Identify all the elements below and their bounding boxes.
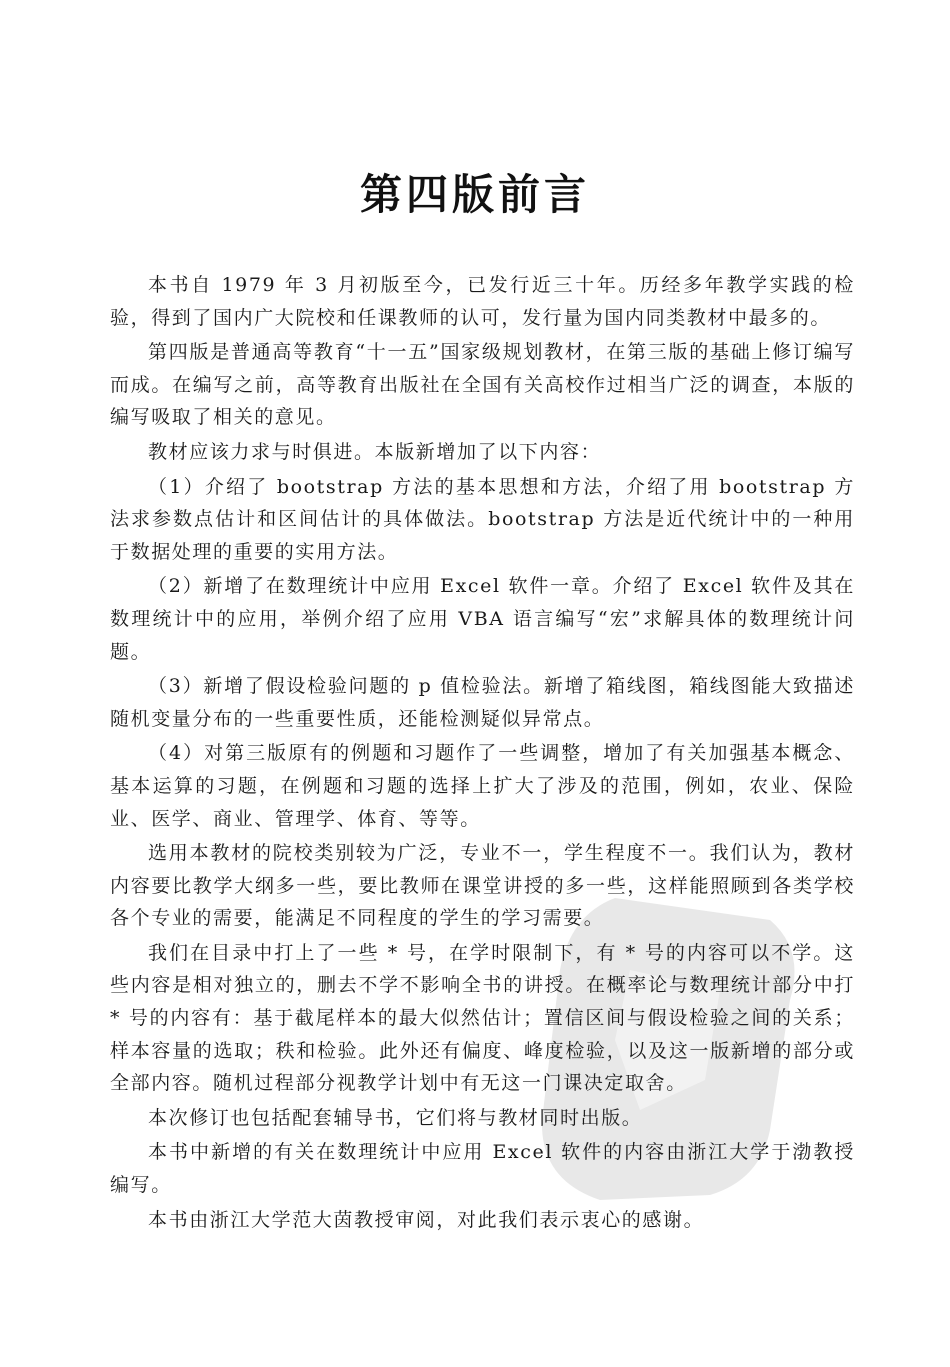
paragraph-excel-author: 本书中新增的有关在数理统计中应用 Excel 软件的内容由浙江大学于渤教授编写。 xyxy=(110,1141,855,1197)
preface-body xyxy=(110,269,855,1238)
paragraph-item-exercises: （4）对第三版原有的例题和习题作了一些调整，增加了有关加强基本概念、基本运算的习题，在例题和习题的选择上扩大了涉及的范围，例如，农业、保险业、医学、商业、管理学、体育、等等。 xyxy=(110,742,855,830)
paragraph-companion-book: 本次修订也包括配套辅导书，它们将与教材同时出版。 xyxy=(148,1106,643,1129)
paragraph-audience: 选用本教材的院校类别较为广泛，专业不一，学生程度不一。我们认为，教材内容要比教学大纲多一些，要比教师在课堂讲授的多一些，这样能照顾到各类学校各个专业的需要，能满足不同程度的学生的学习需要。 xyxy=(110,842,855,930)
paragraph-history: 本书自 1979 年 3 月初版至今，已发行近三十年。历经多年教学实践的检验，得到了国内广大院校和任课教师的认可，发行量为国内同类教材中最多的。 xyxy=(110,274,855,329)
page-title: 第四版前言 xyxy=(359,170,590,219)
paragraph-starred-content: 我们在目录中打上了一些 * 号，在学时限制下，有 * 号的内容可以不学。这些内容是相对独立的，删去不学不影响全书的讲授。在概率论与数理统计部分中打 * 号的内容有：基于截尾样本的最大似然估计；置信区间与假设检验之间的关系；样本容量的选取；秩和检验。此外还有偏度、峰度检验，以及这一版新增的部分或全部内容。随机过程部分视教学计划中有无这一门课决定取舍。 xyxy=(110,941,855,1095)
paragraph-fourth-edition: 第四版是普通高等教育“十一五”国家级规划教材，在第三版的基础上修订编写而成。在编写之前，高等教育出版社在全国有关高校作过相当广泛的调查，本版的编写吸取了相关的意见。 xyxy=(110,341,855,429)
paragraph-item-p-value: （3）新增了假设检验问题的 p 值检验法。新增了箱线图，箱线图能大致描述随机变量分布的一些重要性质，还能检测疑似异常点。 xyxy=(110,675,855,730)
paragraph-item-excel: （2）新增了在数理统计中应用 Excel 软件一章。介绍了 Excel 软件及其在数理统计中的应用，举例介绍了应用 VBA 语言编写“宏”求解具体的数理统计问题。 xyxy=(110,575,855,663)
paragraph-acknowledgement: 本书由浙江大学范大茵教授审阅，对此我们表示衷心的感谢。 xyxy=(148,1208,705,1231)
paragraph-new-content-intro: 教材应该力求与时俱进。本版新增加了以下内容： xyxy=(148,440,602,463)
paragraph-item-bootstrap: （1）介绍了 bootstrap 方法的基本思想和方法，介绍了用 bootstrap 方法求参数点估计和区间估计的具体做法。bootstrap 方法是近代统计中的一种用于数据处理的重要的实用方法。 xyxy=(110,475,855,563)
